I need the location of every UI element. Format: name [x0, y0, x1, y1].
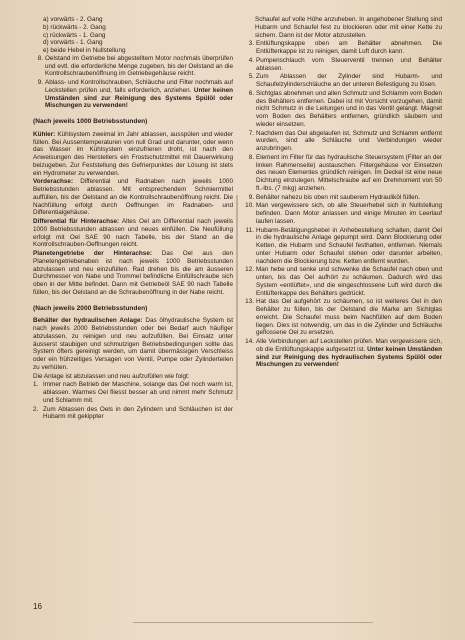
- step-number: 8.: [248, 153, 254, 161]
- section-heading: (Nach jeweils 1000 Betriebsstunden): [33, 118, 148, 125]
- step-text: Hubarm-Betätigungshebel in Anhebestellung schalten, damit Oel in die hydraulische Anlage gepumpt wird. Dann Blockierung oder Ketten, die Hubarm und Schaufel festhalten, entfernen. Niemals unter Hubarm oder Schaufel stehen oder darunter arbeiten, nachdem die Blockierung bzw. Ketten entfernt wurden.: [256, 226, 442, 265]
- step-number: 5.: [248, 73, 254, 81]
- step-text: Pumpenschlauch vom Steuerventil trennen und Behälter ablassen.: [256, 56, 442, 72]
- step-number: 3.: [248, 40, 254, 48]
- numbered-step: [33, 406, 233, 422]
- numbered-step: [244, 194, 442, 202]
- paragraph-vorderachse: [33, 178, 233, 217]
- step-text: Nachdem das Oel abgelaufen ist, Schmutz und Schlamm entfernt wurden, sind alle Schläuche und Verbindungen wieder anzubringen.: [256, 129, 442, 152]
- step-number: 1.: [33, 381, 39, 389]
- paragraph-anlage: Die Anlage ist abzulassen und neu aufzufüllen wie folgt:: [33, 372, 190, 380]
- gear-option: b) rückwärts - 2. Gang: [43, 23, 106, 31]
- paragraph-text: Kühlsystem zweimal im Jahr ablassen, ausspülen und wieder füllen. Bei Aussentemperaturen von null Grad und darunter, oder wenn das Wasser im Kühlsystem einzufrieren droht, ist nach den Anweisungen des Herstellers ein Frostschutzmittel mit Dauerwirkung beizugeben. Zur Feststellung des Gefrierpunktes der Lösung ist stets ein Hydrometer zu verwenden.: [33, 130, 233, 177]
- numbered-item: [33, 55, 233, 78]
- step-number: 7.: [248, 129, 254, 137]
- step-number: 11.: [245, 226, 254, 234]
- step-number: 4.: [248, 56, 254, 64]
- numbered-step: [244, 227, 442, 266]
- footer-rule: [133, 622, 373, 623]
- step-number: 2.: [33, 405, 39, 413]
- page-footer: [33, 617, 443, 639]
- paragraph-hinterachse: [33, 218, 233, 249]
- step-number: 6.: [248, 89, 254, 97]
- section-heading: (Nach jeweils 2000 Betriebsstunden): [33, 304, 148, 312]
- step-list: [244, 40, 442, 369]
- page-number: 16: [33, 602, 42, 611]
- numbered-step: [244, 202, 442, 225]
- numbered-step: [244, 130, 442, 153]
- numbered-step: [244, 73, 442, 89]
- gear-option: a) vorwärts - 2. Gang: [43, 16, 103, 23]
- paragraph-planeten: [33, 250, 233, 297]
- numbered-step: [244, 338, 442, 369]
- step-text: Man vergewissere sich, ob alle Steuerhebel sich in Nullstellung befinden. Dann Motor anlassen und einige Minuten im Leerlauf laufen lassen.: [256, 202, 442, 225]
- item-number: 8.: [37, 54, 43, 62]
- numbered-item: [33, 79, 233, 110]
- numbered-step: [244, 57, 442, 73]
- paragraph-text: Differential und Radnaben nach jeweils 1000 Betriebsstunden ablassen. Mit entsprechendem Schmiermittel auffüllen, bis der Oelstand an die Kontrollschraubenöffnung reicht. Die Nachfüllung erfolgt durch Oeffnungen im Radnaben- und Differentialgehäuse.: [33, 178, 233, 217]
- step-text: Zum Ablassen des Oels in den Zylindern und Schläuchen ist der Hubarm mit gekippter: [43, 405, 233, 421]
- item-text-plain: Ablass- und Kontrollschrauben, Schläuche und Filter nochmals auf Leckstellen prüfen und, falls erforderlich, anziehen.: [45, 79, 233, 94]
- step-text: [256, 338, 442, 369]
- step-number: 13.: [245, 298, 254, 306]
- paragraph-text: Altes Oel am Differential nach jeweils 1000 Betriebsstunden ablassen und neues einfüllen. Die Neufüllung erfolgt mit Oel SAE 90 nach Tabelle, bis der Stand an die Kontrollschrauben-Oeffnungen reicht.: [33, 218, 233, 249]
- step-text: Man hebe und senke und schwenke die Schaufel nach oben und unten, bis das Oel aufhört zu schäumen. Dadurch wird das System «entlüftet», und die eingeschlossene Luft wird durch die Entlüfterkappe des Behälters gedrückt.: [256, 266, 442, 297]
- step-text: Element im Filter für das hydraulische Steuersystem (Filter an der linken Rahmenseite) austauschen. Filtergehäuse vor Einsetzen des neuen Elementes gründlich reinigen. Im Deckel ist eine neue Dichtung einzulegen. Mittelschraube auf ein Drehmoment von 50 ft.-lbs. (7 mkg) anziehen.: [256, 153, 442, 192]
- step-text: Zum Ablassen der Zylinder sind Hubarm- und Schaufelzylinderschläuche an der unteren Befestigung zu lösen.: [256, 73, 442, 88]
- paragraph-label: Kühler:: [33, 130, 56, 138]
- step-text: Entlüftungskappe oben am Behälter abnehmen. Die Entlüfterkappe ist zu reinigen, damit Luft durch kann.: [256, 40, 442, 55]
- step-text: Behälter nahezu bis oben mit sauberem Hydrauliköl füllen.: [256, 193, 420, 201]
- paragraph-label: Vorderachse:: [33, 178, 74, 186]
- step-number: 14.: [245, 338, 254, 345]
- paragraph-text: Das Oel aus den Planetengetriebenaben ist nach jeweils 1000 Betriebsstunden abzulassen und neu einzufüllen. Rad drehen bis die am äusseren Durchmesser von Nabe und Trommel befindliche Einfüllschraube sich oben in der Mitte befindet. Dann mit Getriebeöl SAE 90 nach Tabelle füllen, bis der Oelstand an die Schraubenöffnung in der Nabe reicht.: [33, 250, 234, 296]
- gear-option: e) beide Hebel in Nullstellung: [43, 47, 126, 54]
- step-text: Immer nach Betrieb der Maschine, solange das Oel noch warm ist, ablassen. Warmes Oel fliesst besser ab und nimmt mehr Schmutz und Schlamm mit.: [43, 381, 233, 404]
- paragraph-behaelter: [33, 317, 233, 371]
- gear-option: c) rückwärts - 1. Gang: [43, 31, 106, 39]
- step-text-plain: Alle Verbindungen auf Leckstellen prüfen. Man vergewissere sich, ob die Entlüftungskappe aufgesetzt ist.: [256, 338, 442, 353]
- paragraph-label: Behälter der hydraulischen Anlage:: [33, 317, 143, 325]
- item-number: 9.: [37, 79, 43, 86]
- numbered-step: [244, 266, 442, 297]
- numbered-step: [33, 381, 233, 404]
- numbered-step: [244, 298, 442, 337]
- warning-text: Unter keinen Umständen sind zur Reinigung des hydraulischen Systems Spülöl oder Mischungen zu verwenden!: [256, 345, 442, 369]
- step-number: 9.: [248, 193, 254, 201]
- paragraph-kuehler: [33, 131, 233, 178]
- step-number: 10.: [245, 202, 254, 210]
- item-text: Oelstand im Getriebe bei abgestelltem Motor nochmals überprüfen und evtl. die erforderliche Menge zugeben, bis der Oelstand an die Kontrollschraubenöffnung im Getriebegehäuse reicht.: [45, 54, 233, 78]
- paragraph-label: Differential für Hinterachse:: [33, 218, 120, 225]
- step-text: Sichtglas abnehmen und allen Schmutz und Schlamm vom Boden des Behälters entfernen. Dabei ist mit Vorsicht vorzugehen, damit nicht Schmutz in die Leitungen und in das Ventil gelangt. Magnet vom Boden des Behälters entfernen, gründlich säubern und wieder einsetzen.: [256, 89, 442, 128]
- paragraph-text: Das ölhydraulische System ist nach jeweils 2000 Betriebsstunden oder bei Bedarf auch häufiger abzulassen, zu reinigen und neu aufzufüllen. Bei Einsatz unter äusserst staubigen und schmutzigen Betriebsbedingungen sollte das System öfters gereinigt werden, um damit übermässigen Verschleiss oder ein frühzeitiges Versagen von Ventil, Pumpe oder Zylinderteilen zu verhüten.: [33, 317, 233, 371]
- warning-text: Unter keinen Umständen sind zur Reinigung des Systems Spülöl oder Mischungen zu verwenden!: [45, 86, 233, 110]
- margin-mark: [236, 195, 238, 400]
- step-number: 12.: [245, 266, 254, 274]
- gear-option: d) vorwärts - 1. Gang: [43, 39, 103, 47]
- item-text: [45, 79, 233, 110]
- paragraph-label: Planetengetriebe der Hinterachse:: [33, 250, 152, 257]
- numbered-step: [244, 154, 442, 193]
- right-column: [244, 16, 442, 370]
- numbered-step: [244, 40, 442, 56]
- left-column: [33, 16, 233, 422]
- numbered-step: [244, 90, 442, 129]
- step-text: Hat das Oel aufgehört zu schäumen, so ist weiteres Oel in den Behälter zu füllen, bis der Oelstand die Marke am Sichtglas erreicht. Die Schaufel muss beim Nachfüllen auf dem Boden liegen. Dies ist notwendig, um das in die Zylinder und Schläuche geflossene Oel zu ersetzen.: [256, 298, 442, 337]
- continued-text: Schaufel auf volle Höhe anzuheben. In angehobener Stellung sind Hubarm und Schaufel fest zu blockieren oder mit einer Kette zu sichern. Dann ist der Motor abzustellen.: [255, 16, 442, 39]
